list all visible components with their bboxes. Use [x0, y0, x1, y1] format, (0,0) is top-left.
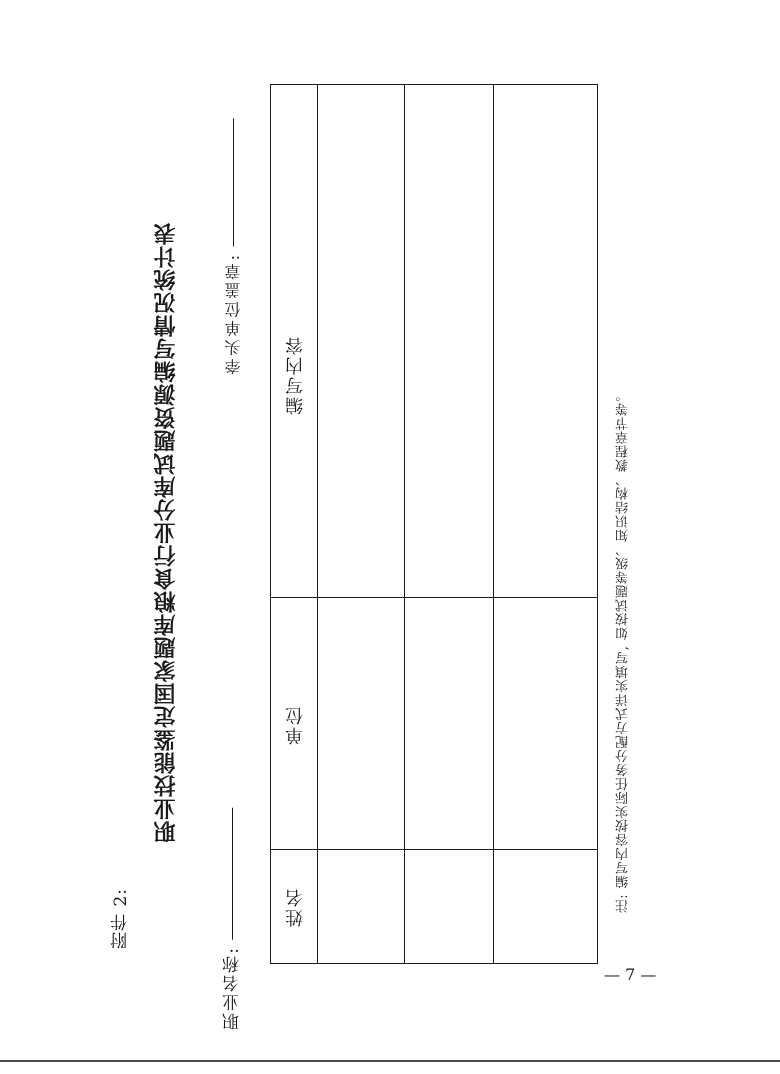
column-divider-content-unit	[271, 597, 597, 598]
table-row-divider	[404, 85, 405, 963]
table-row-divider	[493, 85, 494, 963]
column-divider-unit-name	[271, 849, 597, 850]
occupation-name-label: 职业名称:	[223, 946, 243, 1030]
attachment-label: 附件 2:	[111, 888, 131, 949]
lead-unit-stamp-field	[222, 118, 245, 374]
header-row-divider	[317, 85, 318, 963]
scan-edge-line	[0, 1060, 780, 1062]
occupation-name-field	[220, 808, 245, 1030]
header-writing-content: 编写内容	[285, 335, 306, 415]
page-number: — 7 —	[604, 965, 657, 984]
occupation-name-blank	[232, 808, 233, 940]
footnote: 注: 编写内容按实际任务分配方式详实填写, 如按试题等级、知识结构、教程章节等。	[616, 388, 631, 913]
lead-unit-stamp-blank	[233, 118, 234, 246]
header-name: 姓名	[285, 887, 306, 927]
header-unit: 单位	[285, 705, 306, 745]
lead-unit-stamp-label: 牵头单位盖章:	[224, 252, 243, 375]
statistics-table	[270, 84, 598, 964]
document-title: 职业技能鉴定国家题库粮食行业分库试题资源编写情况统计表	[153, 222, 179, 843]
